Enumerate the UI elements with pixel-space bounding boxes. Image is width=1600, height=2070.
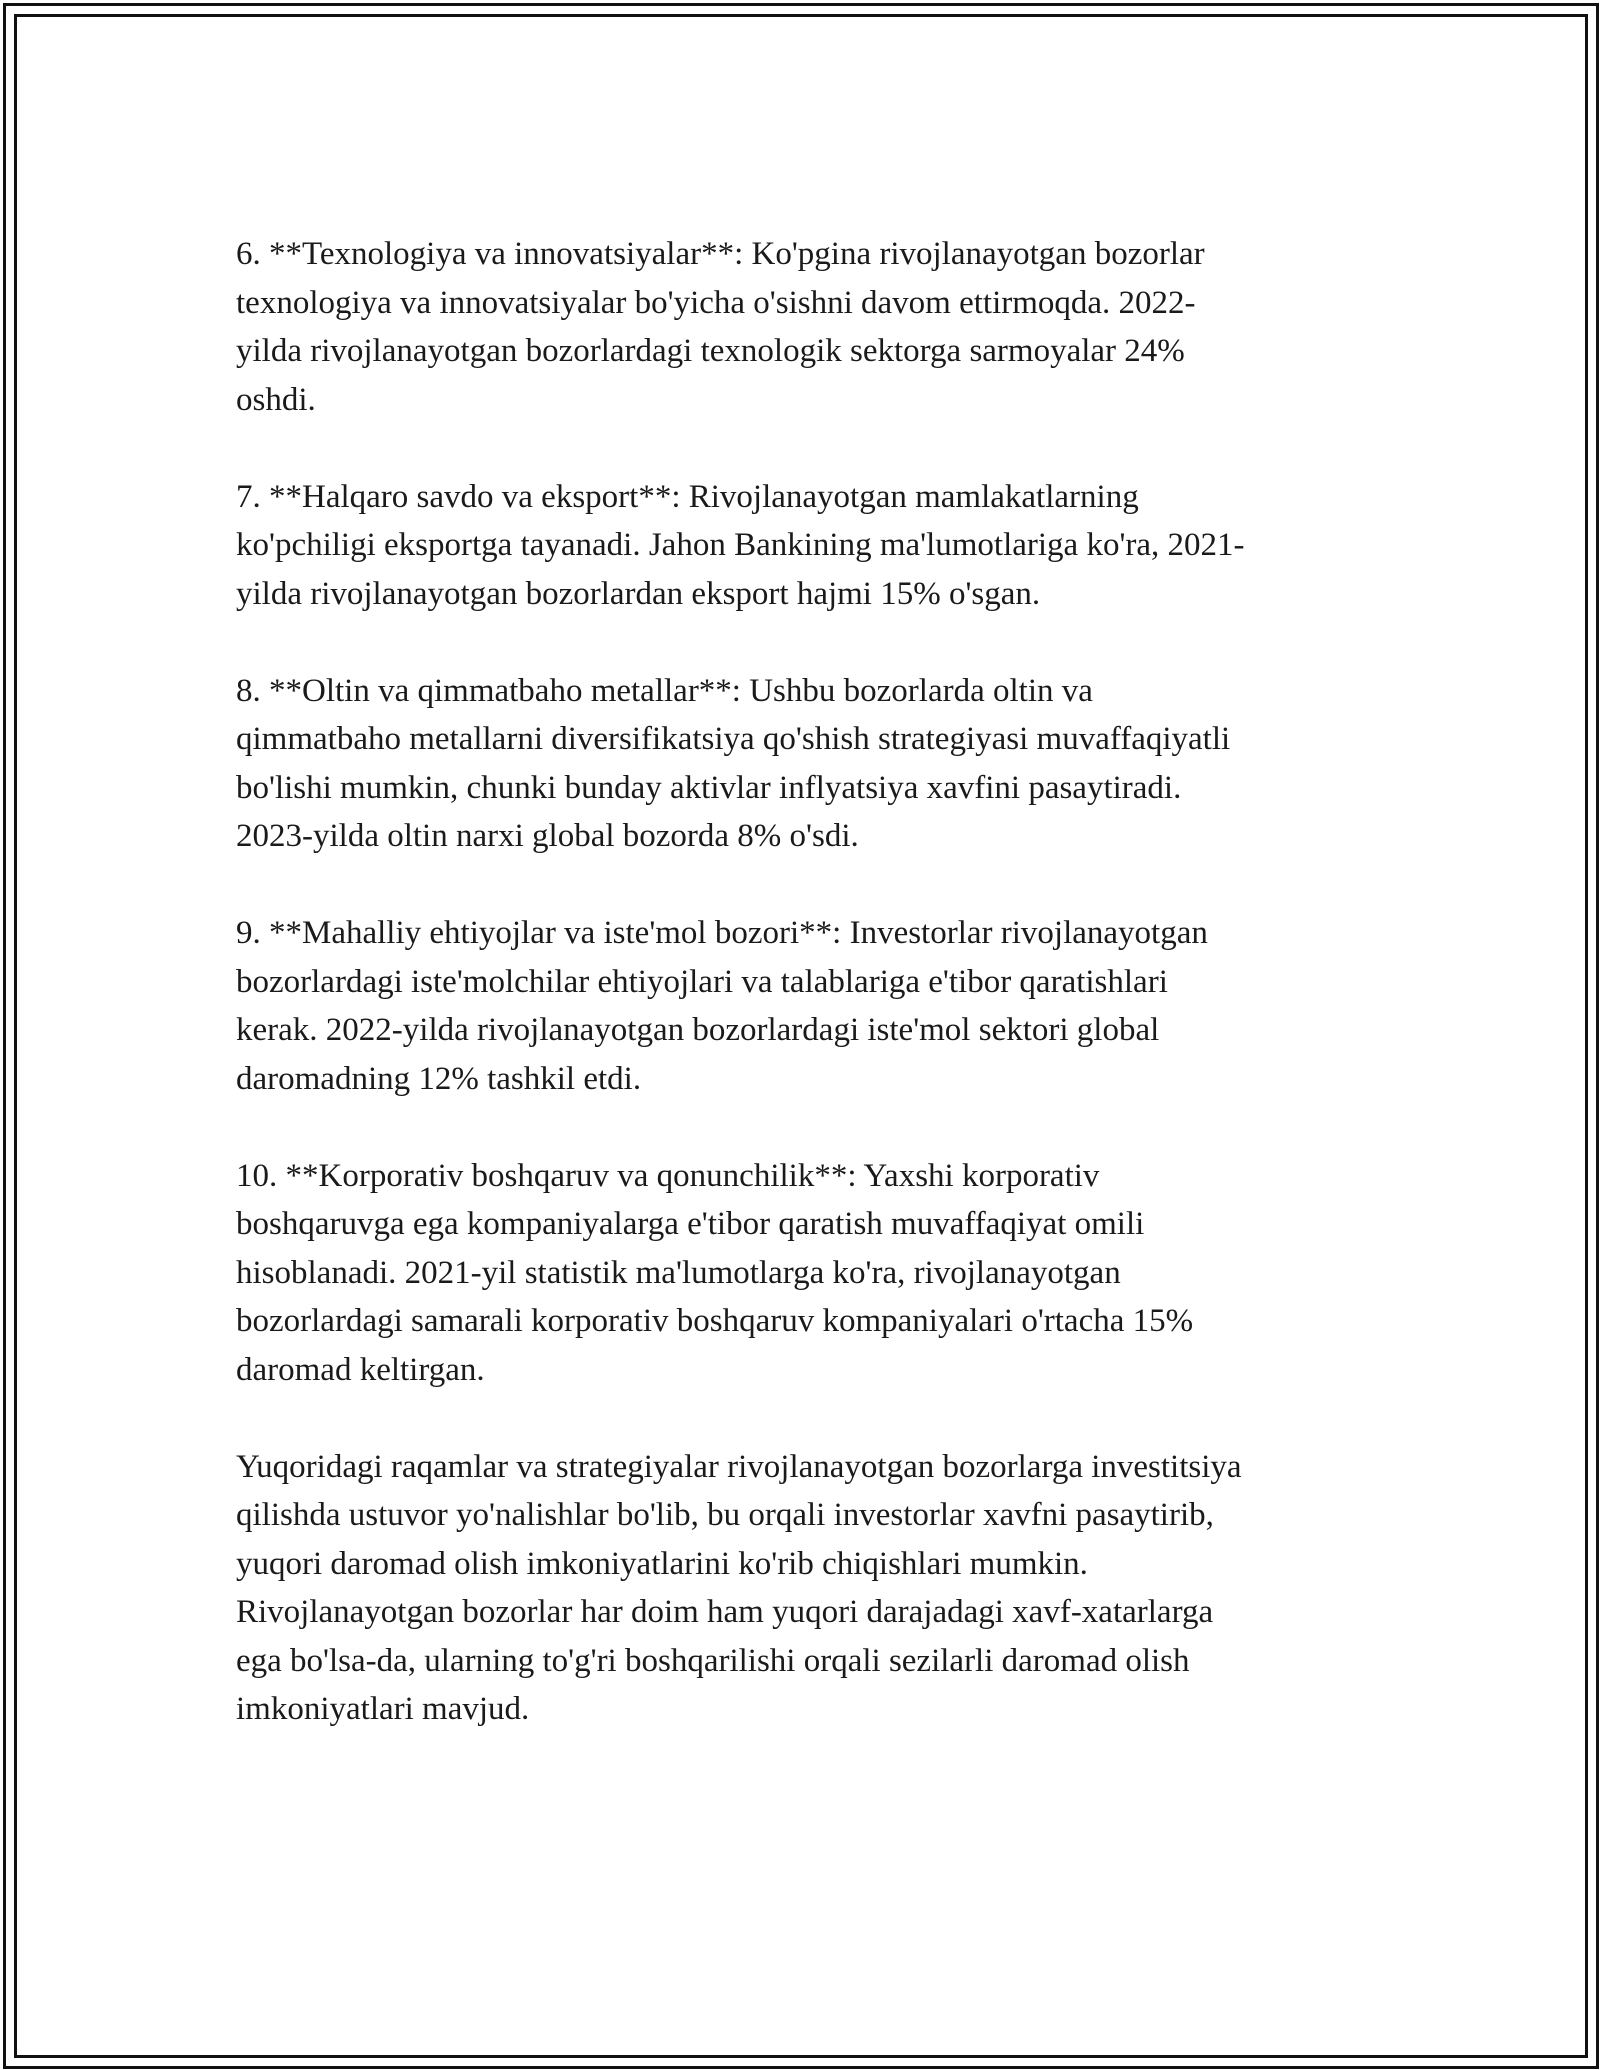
paragraph-technology: 6. **Texnologiya va innovatsiyalar**: Ko'pgina rivojlanayotgan bozorlar texnologiya va innovatsiyalar bo'yicha o'sishni davom ettirmoqda. 2022- yilda rivojlanayotgan bozorlardagi texnologik sektorga sarmoyalar 24% oshdi. [236,236,1205,418]
paragraph-conclusion: Yuqoridagi raqamlar va strategiyalar rivojlanayotgan bozorlarga investitsiya qilishda ustuvor yo'nalishlar bo'lib, bu orqali investorlar xavfni pasaytirib, yuqori daromad olish imkoniyatlarini ko'rib chiqishlari mumkin. Rivojlanayotgan bozorlar har doim ham yuqori darajadagi xavf-xatarlarga ega bo'lsa-da, ularning to'g'ri boshqarilishi orqali sezilarli daromad olish imkoniyatlari mavjud. [236,1448,1242,1727]
paragraph-corporate-governance: 10. **Korporativ boshqaruv va qonunchilik**: Yaxshi korporativ boshqaruvga ega kompaniyalarga e'tibor qaratish muvaffaqiyat omili hisoblanadi. 2021-yil statistik ma'lumotlarga ko'ra, rivojlanayotgan bozorlardagi samarali korporativ boshqaruv kompaniyalari o'rtacha 15% daromad keltirgan. [236,1157,1194,1388]
paragraph-local-consumer: 9. **Mahalliy ehtiyojlar va iste'mol bozori**: Investorlar rivojlanayotgan bozorlardagi iste'molchilar ehtiyojlari va talablariga e'tibor qaratishlari kerak. 2022-yilda rivojlanayotgan bozorlardagi iste'mol sektori global daromadning 12% tashkil etdi. [236,915,1208,1097]
paragraph-trade-export: 7. **Halqaro savdo va eksport**: Rivojlanayotgan mamlakatlarning ko'pchiligi eksportga tayanadi. Jahon Bankining ma'lumotlariga ko'ra, 2021- yilda rivojlanayotgan bozorlardan eksport hajmi 15% o'sgan. [236,478,1245,612]
paragraph-gold-metals: 8. **Oltin va qimmatbaho metallar**: Ushbu bozorlarda oltin va qimmatbaho metallarni diversifikatsiya qo'shish strategiyasi muvaffaqiyatli bo'lishi mumkin, chunki bunday aktivlar inflyatsiya xavfini pasaytiradi. 2023-yilda oltin narxi global bozorda 8% o'sdi. [236,672,1231,854]
document-body [236,230,1376,1782]
